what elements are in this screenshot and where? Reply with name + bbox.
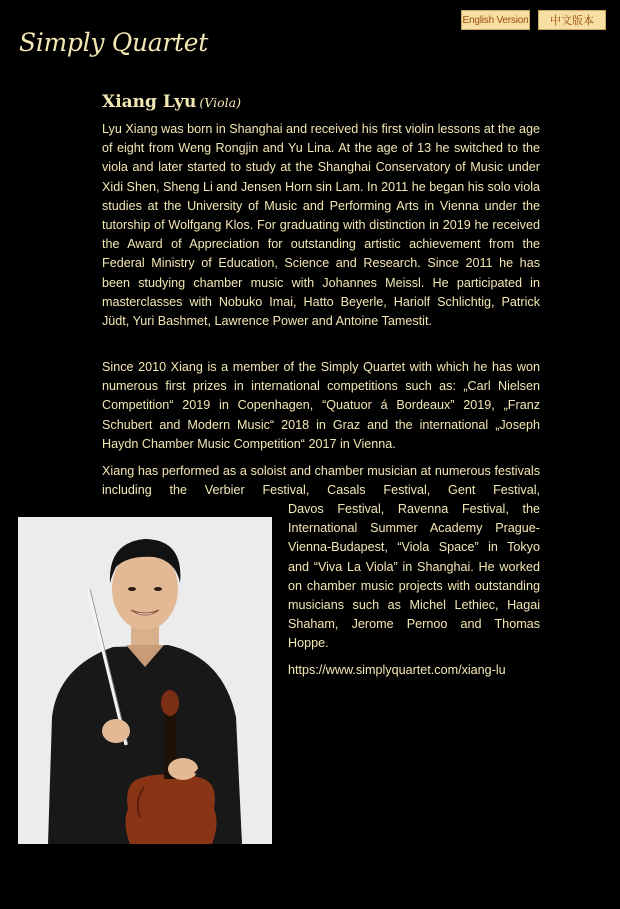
bio-heading xyxy=(102,92,241,112)
chinese-version-button[interactable]: 中文版本 xyxy=(538,10,606,30)
musician-name: Xiang Lyu xyxy=(102,92,197,112)
site-title: Simply Quartet xyxy=(19,28,209,57)
english-version-button[interactable]: English Version xyxy=(461,10,530,30)
musician-photo-illustration xyxy=(18,517,272,844)
musician-photo xyxy=(18,517,272,844)
bio-paragraph-3-start: Xiang has performed as a soloist and chamber musician at numerous festivals including the Verbier Festival, Casals Festival, Gent Festival, xyxy=(102,464,540,498)
profile-link[interactable]: https://www.simplyquartet.com/xiang-lu xyxy=(288,663,506,677)
bio-paragraph-2: Since 2010 Xiang is a member of the Simply Quartet with which he has won numerous first prizes in international competitions such as: „Carl Nielsen Competition“ 2019 in Copenhagen, “Quatuor á Bordeaux” 2019, „Franz Schubert and Modern Music“ 2018 in Graz and the international „Joseph Haydn Chamber Music Competition“ 2017 in Vienna. xyxy=(102,360,540,451)
musician-role: (Viola) xyxy=(199,95,241,110)
bio-paragraph-1: Lyu Xiang was born in Shanghai and received his first violin lessons at the age of eight from Weng Rongjin and Yu Lina. At the age of 13 he switched to the viola and later started to study at the Shanghai Conservatory of Music under Xidi Shen, Sheng Li and Jensen Horn sin Lam. In 2011 he began his solo viola studies at the University of Music and Performing Arts in Vienna under the tutorship of Wolfgang Klos. For graduating with distinction in 2019 he received the Award of Appreciation for outstanding artistic achievement from the Federal Ministry of Education, Science and Research. Since 2011 he has been studying chamber music with Johannes Meissl. He participated in masterclasses with Nobuko Imai, Hatto Beyerle, Hariolf Schlichtig, Patrick Jüdt, Yuri Bashmet, Lawrence Power and Antoine Tamestit. xyxy=(102,122,540,329)
bio-paragraph-3-end: Davos Festival, Ravenna Festival, the International Summer Academy Prague-Vienna-Budapest, “Viola Space” in Tokyo and “Viva La Viola” in Shanghai. He worked on chamber music projects with outstanding musicians such as Michel Lethiec, Hagai Shaham, Jerome Pernoo and Thomas Hoppe. xyxy=(288,502,540,651)
